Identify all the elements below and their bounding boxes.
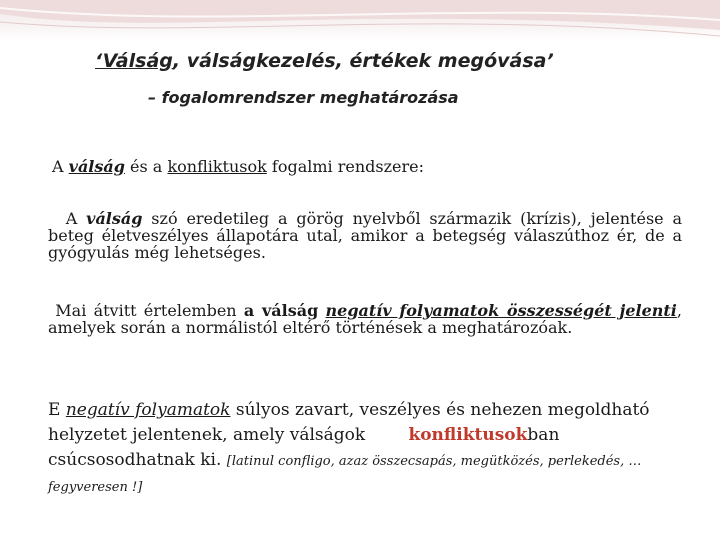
text: szó eredetileg a görög nyelvből származik (krízis), jelentése a beteg életveszélyes állapotára utal, amikor a betegség válaszúthoz ér, de a gyógyulás még lehetséges. xyxy=(48,209,683,262)
slide-title-line1 xyxy=(95,50,554,72)
text: A xyxy=(52,157,69,176)
text: E xyxy=(48,400,66,420)
latin-note: [latinul confligo, azaz összecsapás, megütközés, perlekedés, … fegyveresen !] xyxy=(48,454,642,495)
header-banner xyxy=(0,0,720,40)
slide-title-line2: – fogalomrendszer meghatározása xyxy=(148,88,459,107)
term-negativ-folyamatok: negatív folyamatok összességét jelenti xyxy=(325,301,677,320)
term-a-valsag: a válság xyxy=(243,301,319,320)
paragraph-conflicts xyxy=(48,398,688,500)
title-valsag: ‘Válság xyxy=(95,50,173,72)
paragraph-modern-meaning xyxy=(48,302,682,336)
term-negativ-folyamatok: negatív folyamatok xyxy=(65,400,231,420)
text: Mai átvitt értelemben xyxy=(55,301,244,320)
text: súlyos zavart, veszélyes és nehezen megoldható helyzetet jelentenek, amely válságok xyxy=(48,400,650,445)
title-rest: , válságkezelés, értékek megóvása’ xyxy=(172,50,554,72)
text: fogalmi rendszere: xyxy=(266,157,425,176)
term-konfliktusok: konfliktusok xyxy=(408,425,528,445)
text: és a xyxy=(124,157,168,176)
text: , amelyek során a normálistól eltérő történések a meghatározóak. xyxy=(48,301,682,337)
paragraph-intro xyxy=(52,158,424,175)
term-konfliktusok: konfliktusok xyxy=(167,157,267,176)
term-valsag: válság xyxy=(68,157,125,176)
paragraph-definition xyxy=(48,210,682,261)
banner-decoration xyxy=(0,0,720,40)
text: A xyxy=(65,209,87,228)
text: ban csúcsosodhatnak ki. xyxy=(48,425,560,470)
term-valsag: válság xyxy=(86,209,143,228)
